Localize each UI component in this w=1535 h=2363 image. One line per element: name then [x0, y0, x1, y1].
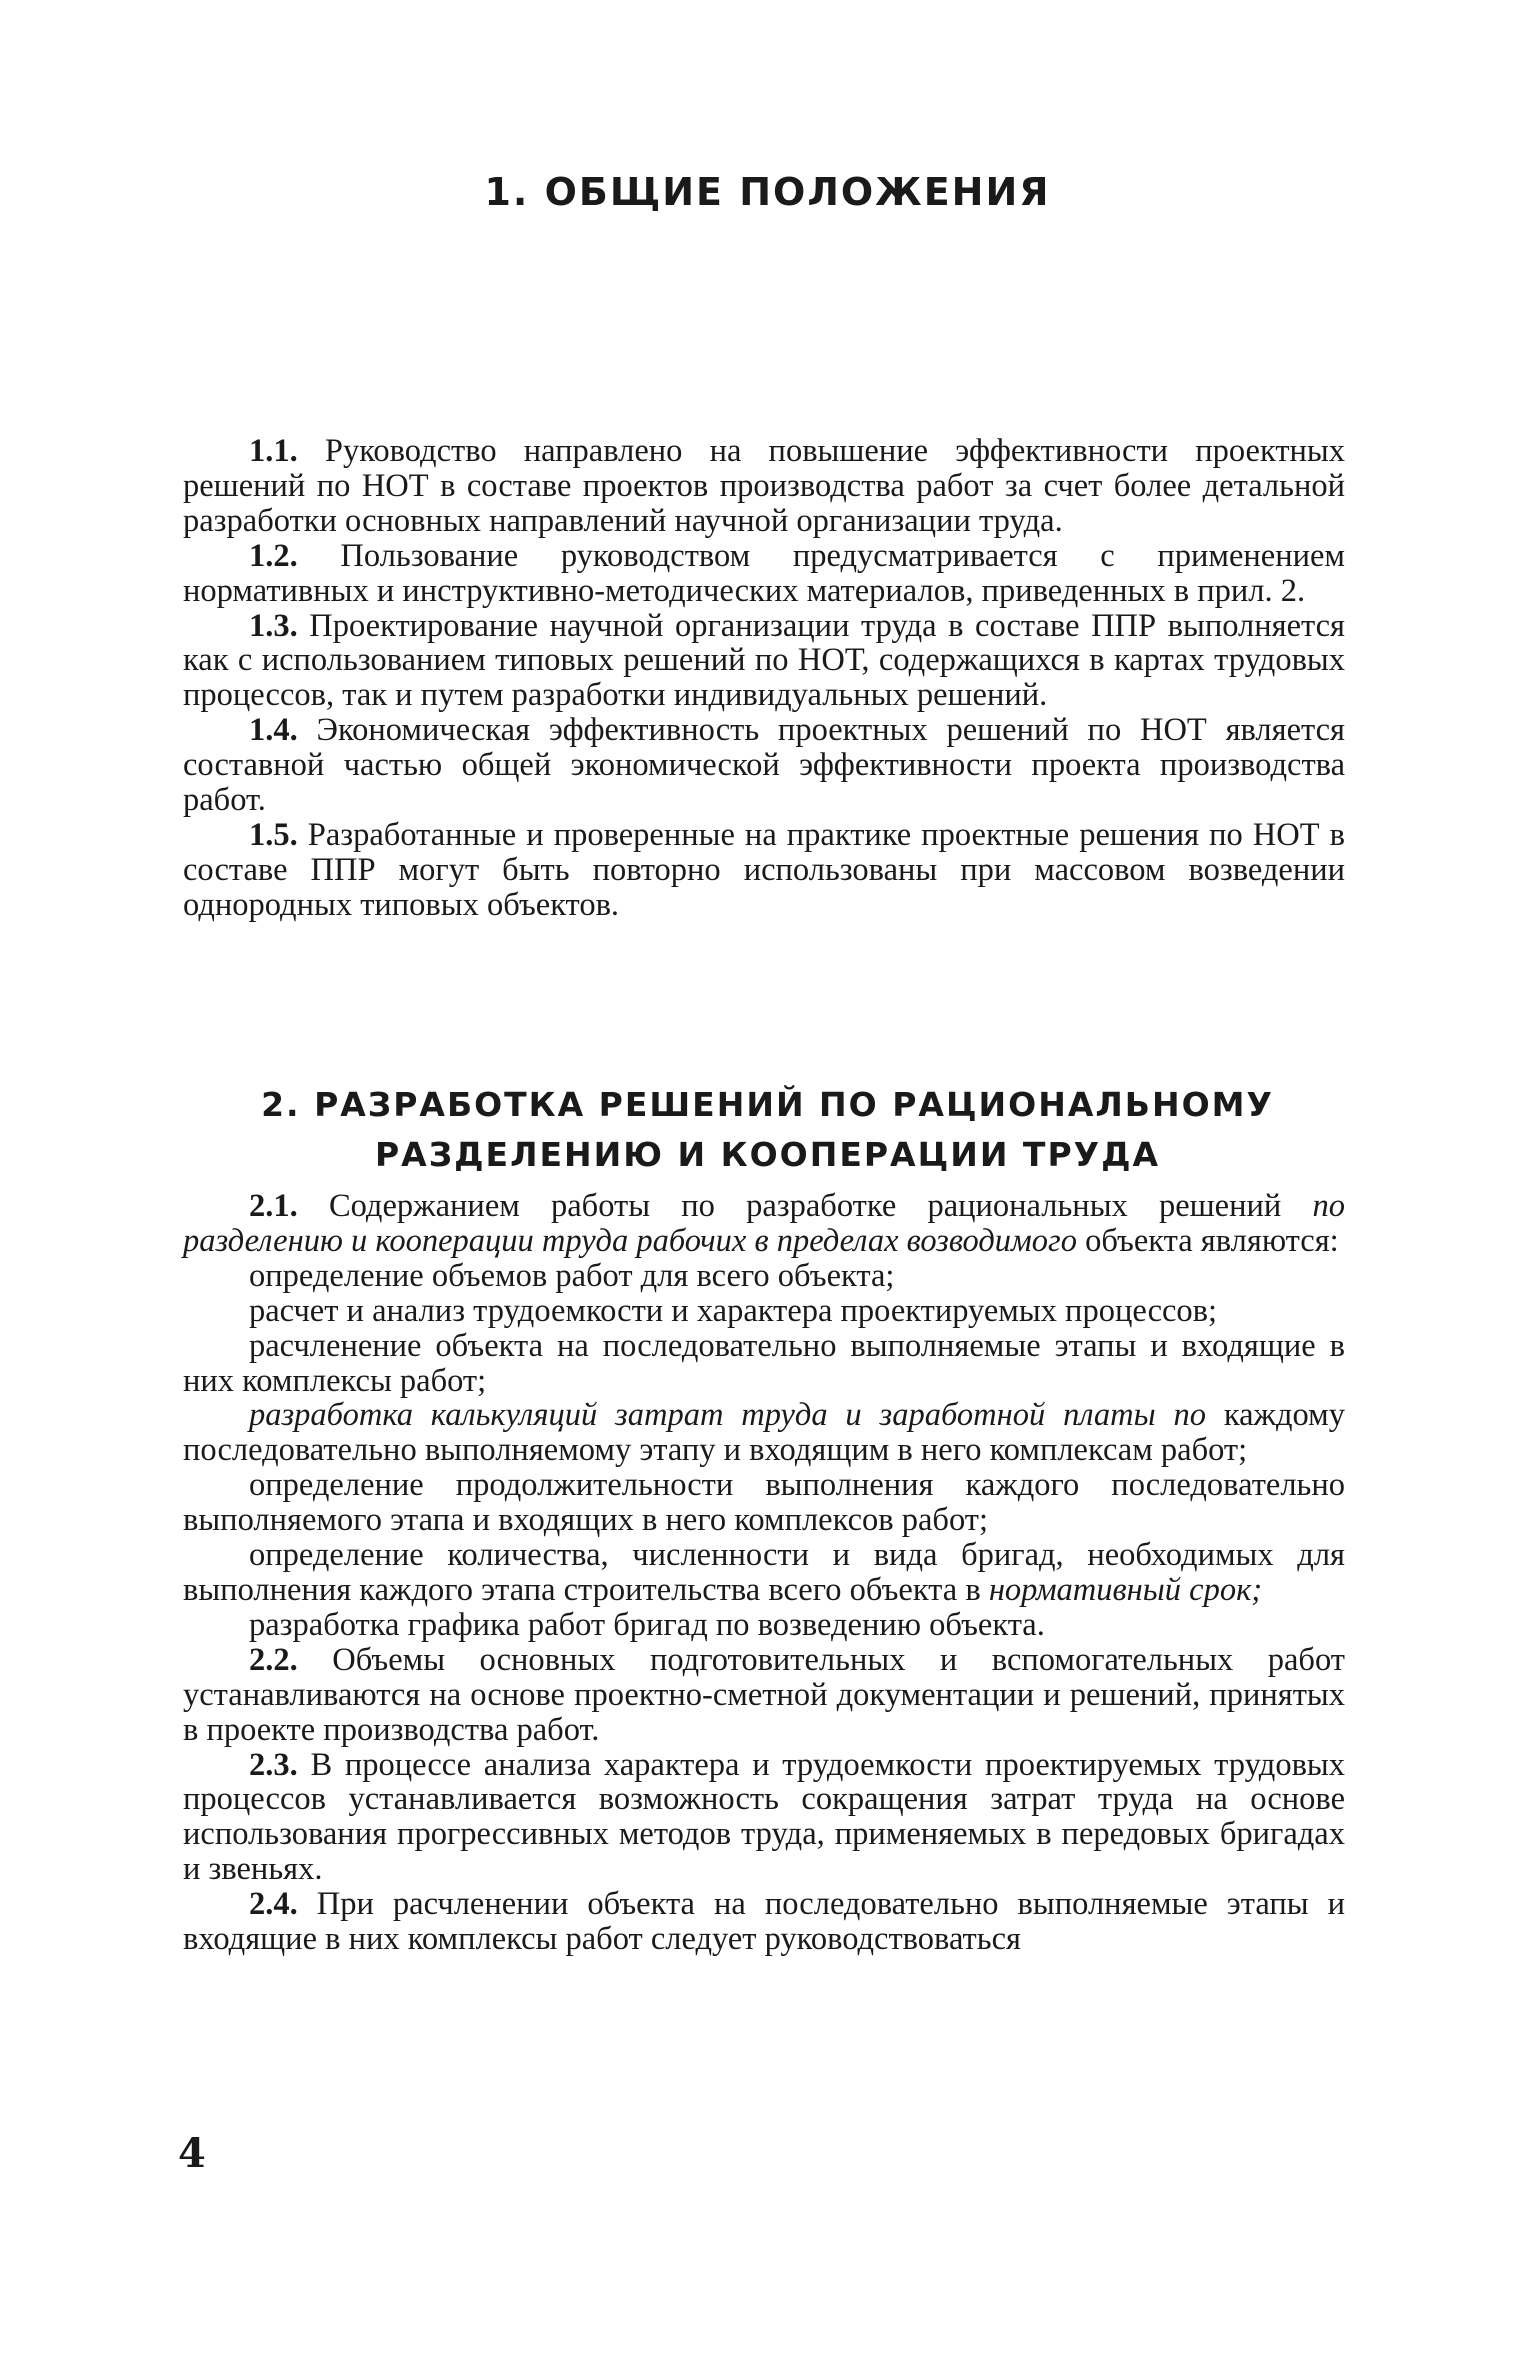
list-item: разработка графика работ бригад по возведению объекта.	[249, 1606, 1045, 1643]
list-item: расчленение объекта на последовательно выполняемые этапы и входящие в них комплексы работ;	[183, 1327, 1345, 1399]
section-2-title	[0, 1080, 1535, 1180]
paragraph-2-2: 2.2. Объемы основных подготовительных и вспомогательных работ устанавливаются на основе проектно-сметной документации и решений, принятых в проекте производства работ.	[183, 1641, 1345, 1748]
list-item: разработка калькуляций затрат труда и заработной платы по каждому последовательно выполняемому этапу и входящим в него комплексам работ;	[183, 1397, 1345, 1469]
paragraph-1-1: 1.1. Руководство направлено на повышение эффективности проектных решений по НОТ в составе проектов производства работ за счет более детальной разработки основных направлений научной организации труда.	[183, 433, 1345, 539]
list-item: определение количества, численности и вида бригад, необходимых для выполнения каждого этапа строительства всего объекта в нормативный срок;	[183, 1537, 1345, 1608]
section-2-body	[183, 1189, 1345, 1957]
list-item: определение продолжительности выполнения каждого последовательно выполняемого этапа и входящих в него комплексов работ;	[183, 1467, 1345, 1539]
paragraph-2-4: 2.4. При расчленении объекта на последовательно выполняемые этапы и входящие в них комплексы работ следует руководствоваться	[183, 1886, 1345, 1958]
list-item: определение объемов работ для всего объекта;	[249, 1257, 895, 1294]
page-number: 4	[178, 2130, 206, 2177]
section-1-body	[183, 434, 1345, 923]
paragraph-1-5: 1.5. Разработанные и проверенные на практике проектные решения по НОТ в составе ППР могут быть повторно использованы при массовом возведении однородных типовых объектов.	[183, 816, 1345, 923]
paragraph-1-3: 1.3. Проектирование научной организации труда в составе ППР выполняется как с использованием типовых решений по НОТ, содержащихся в картах трудовых процессов, так и путем разработки индивидуальных решений.	[183, 607, 1345, 714]
section-1-title: 1. ОБЩИЕ ПОЛОЖЕНИЯ	[484, 170, 1051, 214]
paragraph-2-1: 2.1. Содержанием работы по разработке рациональных решений по разделению и кооперации труда рабочих в пределах возводимого объекта являются:	[183, 1188, 1345, 1259]
paragraph-2-3: 2.3. В процессе анализа характера и трудоемкости проектируемых трудовых процессов устанавливается возможность сокращения затрат труда на основе использования прогрессивных методов труда, применяемых в передовых бригадах и звеньях.	[183, 1746, 1345, 1888]
section-2-title-line-1: 2. РАЗРАБОТКА РЕШЕНИЙ ПО РАЦИОНАЛЬНОМУ	[261, 1085, 1274, 1124]
paragraph-1-4: 1.4. Экономическая эффективность проектных решений по НОТ является составной частью общей экономической эффективности проекта производства работ.	[183, 712, 1345, 819]
paragraph-1-2: 1.2. Пользование руководством предусматривается с применением нормативных и инструктивно-методических материалов, приведенных в прил. 2.	[183, 537, 1345, 609]
section-2-title-line-2: РАЗДЕЛЕНИЮ И КООПЕРАЦИИ ТРУДА	[375, 1135, 1160, 1174]
list-item: расчет и анализ трудоемкости и характера проектируемых процессов;	[249, 1292, 1218, 1329]
